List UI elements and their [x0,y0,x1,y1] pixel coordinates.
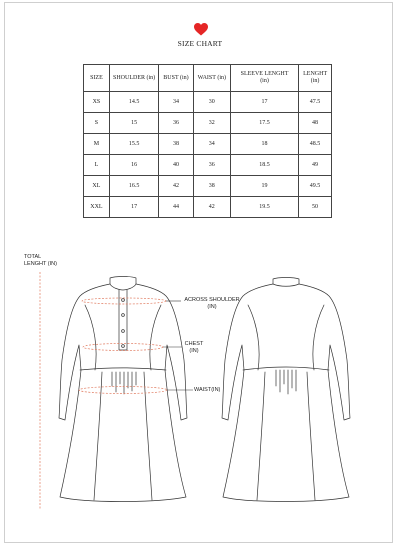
col-header-bust: BUST (in) [159,65,193,92]
cell-sleeve: 17.5 [230,113,298,134]
cell-waist: 34 [193,134,230,155]
cell-shoulder: 16.5 [109,176,158,197]
page-title: SIZE CHART [177,39,223,48]
button-icon [122,345,125,348]
button-icon [122,330,125,333]
cell-waist: 42 [193,197,230,218]
cell-size: S [84,113,110,134]
cell-sleeve: 19.5 [230,197,298,218]
cell-size: XL [84,176,110,197]
cell-shoulder: 14.5 [109,92,158,113]
cell-length: 48.5 [299,134,332,155]
cell-shoulder: 17 [109,197,158,218]
waist-label: WAIST(IN) [194,387,221,393]
cell-waist: 32 [193,113,230,134]
cell-sleeve: 18 [230,134,298,155]
cell-sleeve: 17 [230,92,298,113]
back-dress-sketch [222,278,350,502]
cell-size: XS [84,92,110,113]
waist-measure-ellipse [79,387,167,394]
cell-size: M [84,134,110,155]
cell-length: 47.5 [299,92,332,113]
cell-size: L [84,155,110,176]
cell-length: 49.5 [299,176,332,197]
col-header-sleeve: SLEEVE LENGHT (in) [230,65,298,92]
cell-bust: 40 [159,155,193,176]
cell-bust: 44 [159,197,193,218]
cell-bust: 36 [159,113,193,134]
front-dress-sketch [59,277,187,502]
button-icon [122,314,125,317]
col-header-size: SIZE [84,65,110,92]
cell-sleeve: 19 [230,176,298,197]
across-shoulder-label: ACROSS SHOULDER (IN) [184,297,240,310]
cell-shoulder: 15 [109,113,158,134]
cell-bust: 34 [159,92,193,113]
col-header-shoulder: SHOULDER (in) [109,65,158,92]
cell-waist: 38 [193,176,230,197]
cell-length: 49 [299,155,332,176]
cell-shoulder: 15.5 [109,134,158,155]
button-icon [122,299,125,302]
col-header-length: LENGHT (in) [299,65,332,92]
cell-size: XXL [84,197,110,218]
cell-length: 50 [299,197,332,218]
chest-label: CHEST (IN) [184,341,204,354]
total-length-label: TOTAL LENGHT (IN) [24,254,57,267]
cell-shoulder: 16 [109,155,158,176]
cell-waist: 36 [193,155,230,176]
cell-waist: 30 [193,92,230,113]
cell-bust: 38 [159,134,193,155]
cell-sleeve: 18.5 [230,155,298,176]
cell-length: 48 [299,113,332,134]
col-header-waist: WAIST (in) [193,65,230,92]
cell-bust: 42 [159,176,193,197]
